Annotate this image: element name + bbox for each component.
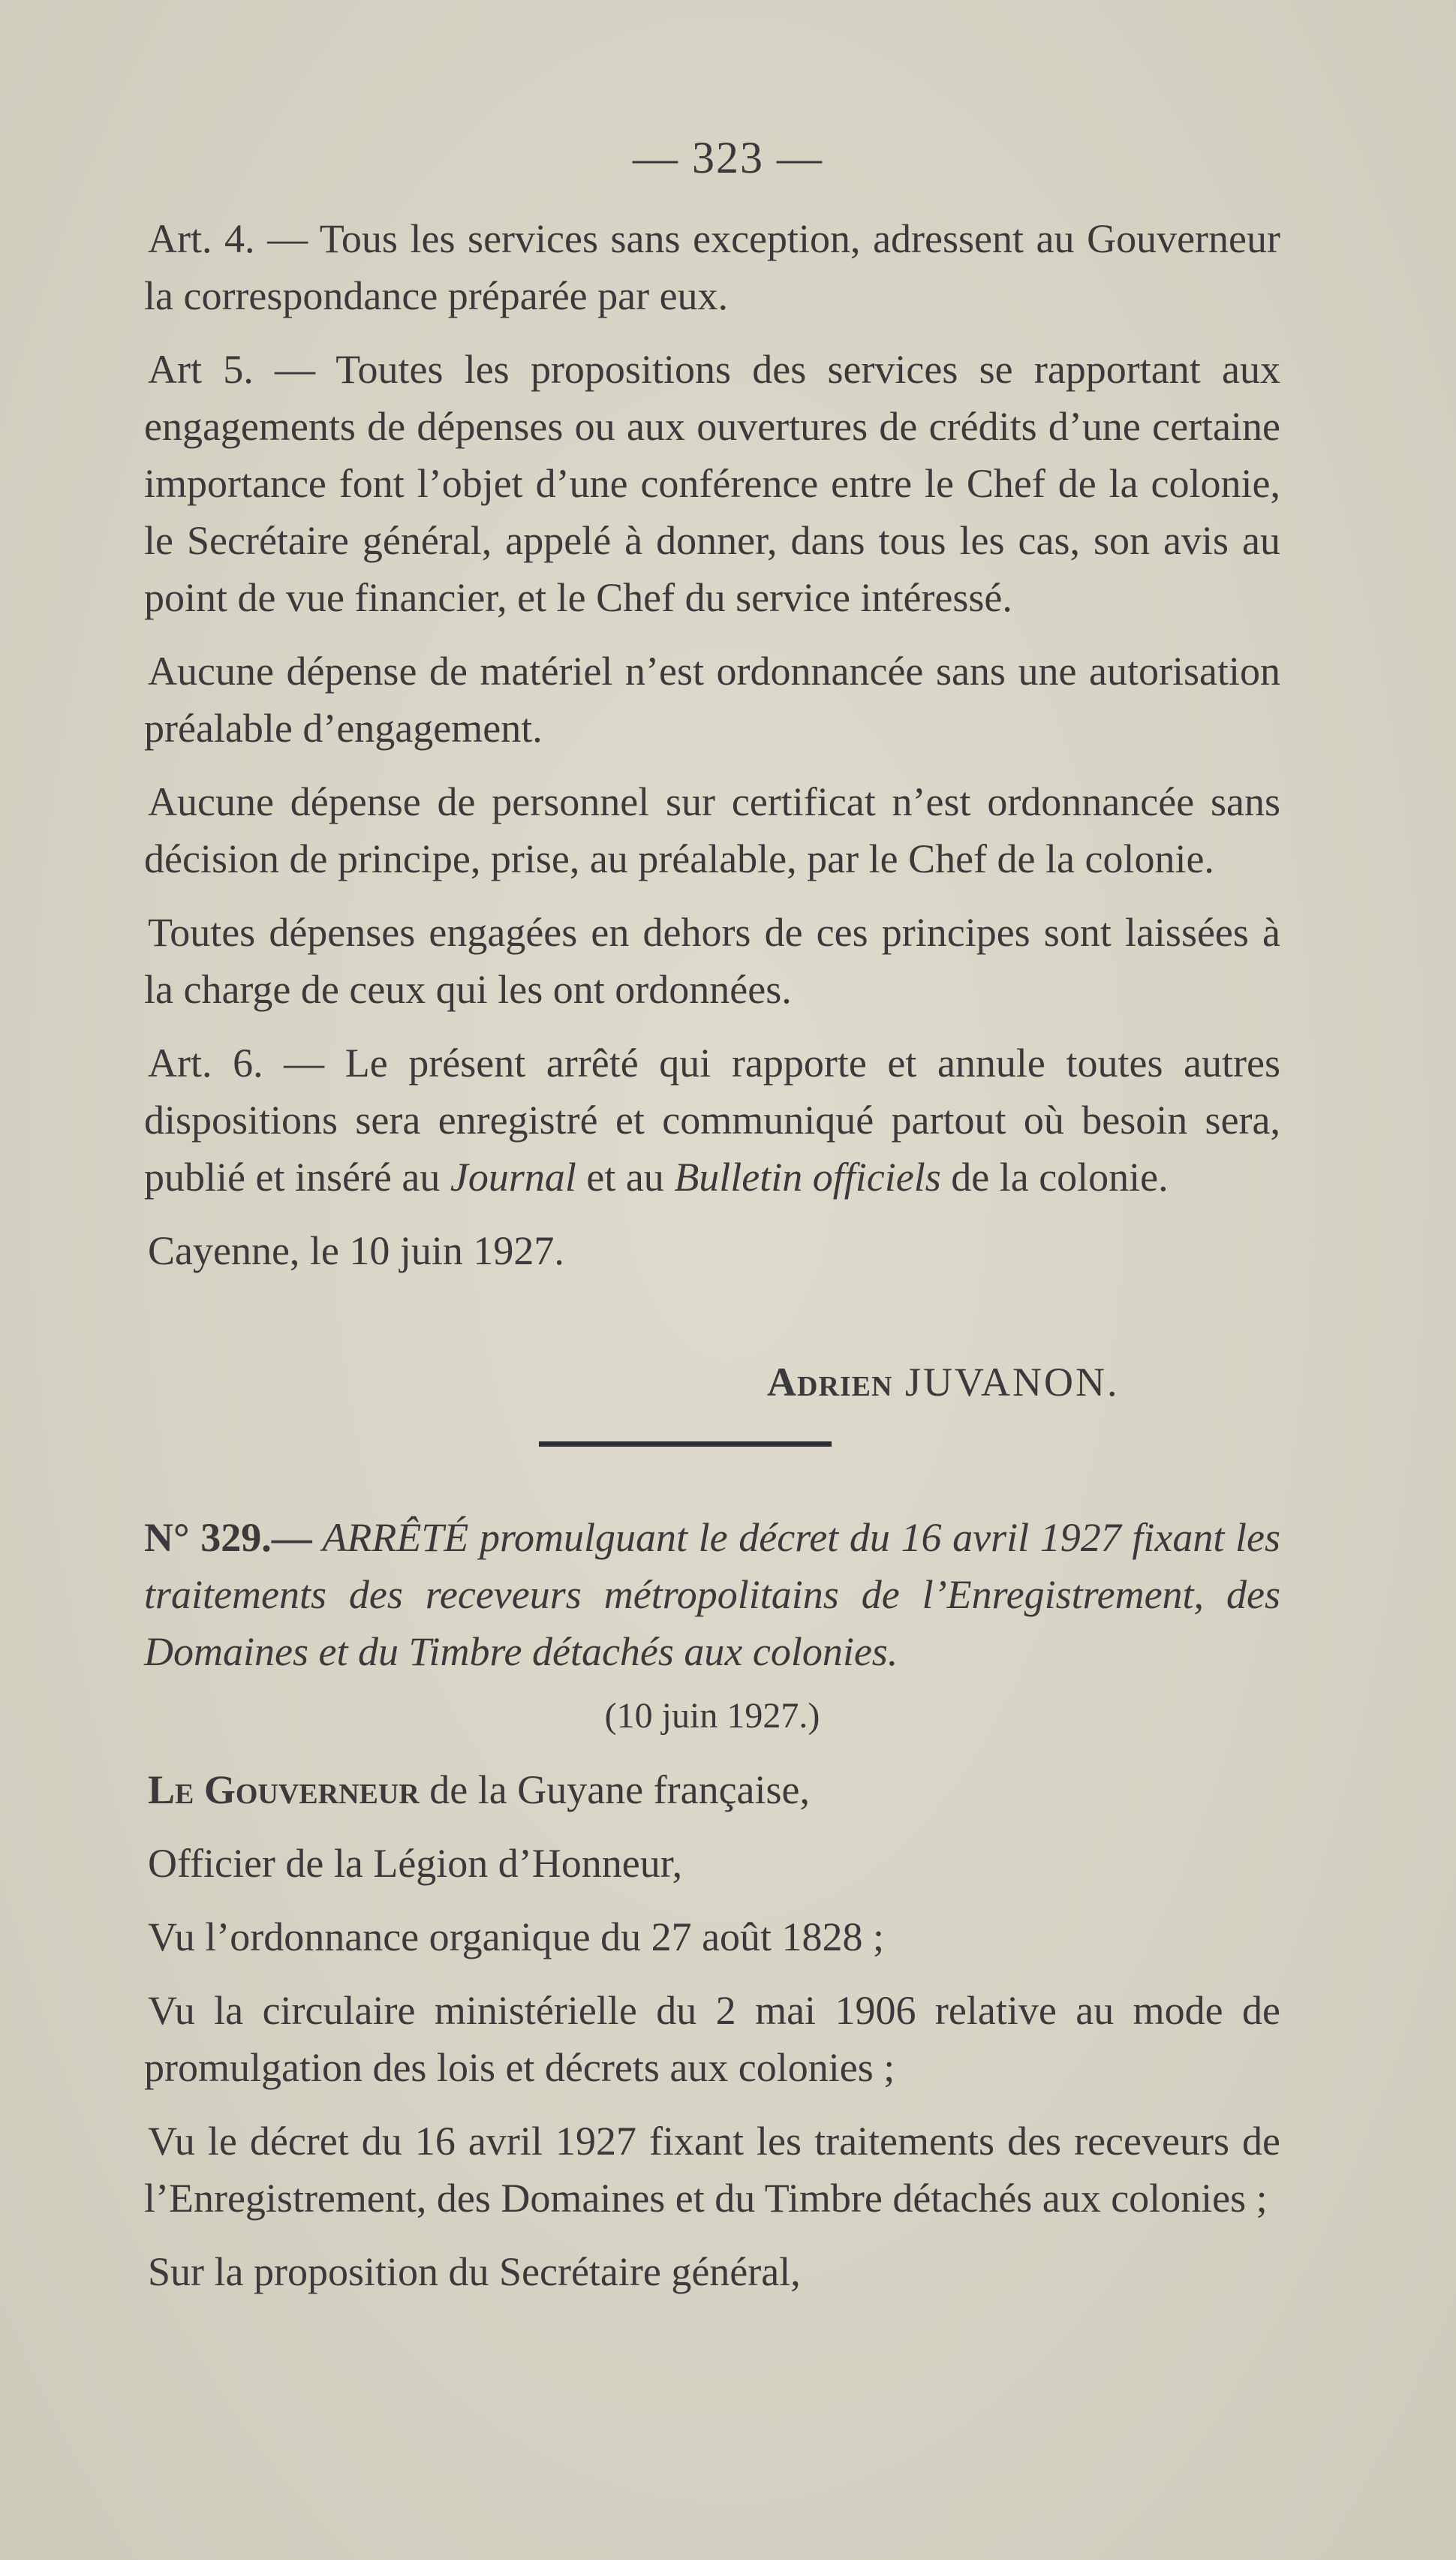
decree-title: ARRÊTÉ promulguant le décret du 16 avril 1927 fixant les traitements des receveurs métropolitains de l’Enregistrement, des Domaines et du Timbre détachés aux colonies. bbox=[144, 1515, 1280, 1674]
governor-rest: de la Guyane française, bbox=[419, 1767, 811, 1812]
article-4: Art. 4. — Tous les services sans exception, adressent au Gouverneur la correspondance préparée par eux. bbox=[144, 216, 1280, 318]
paragraph-personnel: Aucune dépense de personnel sur certificat n’est ordonnancée sans décision de principe, prise, au préalable, par le Chef de la colonie. bbox=[144, 779, 1280, 881]
signature-last-name: JUVANON. bbox=[904, 1360, 1120, 1405]
governor-title: Le Gouverneur bbox=[148, 1767, 420, 1812]
page-number: — 323 — bbox=[633, 133, 823, 182]
bulletin-title: Bulletin officiels bbox=[674, 1155, 941, 1200]
articles-block bbox=[144, 210, 1280, 1279]
article-6-between: et au bbox=[576, 1155, 675, 1200]
decree-block bbox=[144, 1509, 1280, 2300]
governor-line bbox=[144, 1761, 1280, 1818]
decree-heading bbox=[144, 1509, 1280, 1680]
signature bbox=[767, 1359, 1120, 1405]
sur-proposition: Sur la proposition du Secrétaire général, bbox=[148, 2249, 801, 2294]
place-date: Cayenne, le 10 juin 1927. bbox=[148, 1228, 564, 1273]
officer-line: Officier de la Légion d’Honneur, bbox=[148, 1841, 683, 1886]
separator-rule bbox=[539, 1441, 832, 1447]
vu-decret: Vu le décret du 16 avril 1927 fixant les traitements des receveurs de l’Enregistrement, des Domaines et du Timbre détachés aux colonies ; bbox=[144, 2119, 1280, 2221]
journal-title: Journal bbox=[450, 1155, 576, 1200]
paragraph-depenses: Toutes dépenses engagées en dehors de ces principes sont laissées à la charge de ceux qui les ont ordonnées. bbox=[144, 910, 1280, 1012]
article-6-text: Art. 6. — Le présent arrêté qui rapporte et annule toutes autres dispositions sera enregistré et communiqué partout où besoin sera, publié et inséré au bbox=[144, 1041, 1280, 1200]
decree-date: (10 juin 1927.) bbox=[604, 1696, 820, 1736]
article-6 bbox=[144, 1035, 1280, 1206]
vu-ordonnance: Vu l’ordonnance organique du 27 août 1828 ; bbox=[148, 1914, 885, 1959]
vu-circulaire: Vu la circulaire ministérielle du 2 mai 1906 relative au mode de promulgation des lois et décrets aux colonies ; bbox=[144, 1988, 1280, 2090]
article-5: Art 5. — Toutes les propositions des services se rapportant aux engagements de dépenses ou aux ouvertures de crédits d’une certaine importance font l’objet d’une conférence entre le Chef de la colonie, le Secrétaire général, appelé à donner, dans tous les cas, son avis au point de vue financier, et le Chef du service intéressé. bbox=[144, 347, 1280, 620]
article-6-end: de la colonie. bbox=[940, 1155, 1169, 1200]
paragraph-materiel: Aucune dépense de matériel n’est ordonnancée sans une autorisation préalable d’engagement. bbox=[144, 649, 1280, 751]
signature-first-name: Adrien bbox=[767, 1360, 893, 1405]
decree-number: N° 329.— bbox=[144, 1515, 312, 1560]
